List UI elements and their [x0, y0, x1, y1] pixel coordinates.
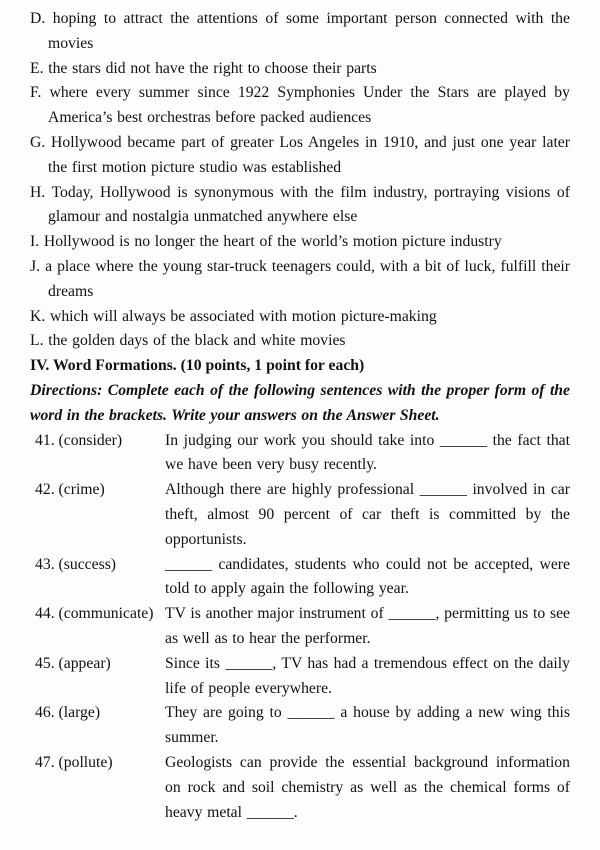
- option-item-k: [30, 305, 570, 330]
- option-text: which will always be associated with motion picture-making: [49, 307, 437, 325]
- word-formation-item-41: [30, 429, 570, 479]
- word-formation-item-47: [30, 751, 570, 825]
- item-number: 45.: [35, 654, 55, 672]
- option-letter: H.: [30, 183, 46, 201]
- item-number: 41.: [35, 431, 55, 449]
- option-text: Today, Hollywood is synonymous with the film industry, portraying visions of glamour and nostalgia unmatched anywhere else: [48, 183, 570, 226]
- option-item-j: [30, 255, 570, 305]
- option-letter: F.: [30, 84, 42, 102]
- item-sentence: Although there are highly professional ______ involved in car theft, almost 90 percent of car theft is committed by the opportunists.: [165, 481, 570, 548]
- word-formation-item-45: [30, 652, 570, 702]
- item-sentence: ______ candidates, students who could not be accepted, were told to apply again the following year.: [165, 555, 570, 598]
- option-text: where every summer since 1922 Symphonies Under the Stars are played by America’s best orchestras before packed audiences: [48, 84, 570, 127]
- item-sentence: In judging our work you should take into ______ the fact that we have been very busy recently.: [165, 431, 570, 474]
- item-bracket-word: (appear): [58, 654, 111, 672]
- item-bracket-word: (success): [58, 555, 117, 573]
- option-item-l: [30, 329, 570, 354]
- item-number: 44.: [35, 605, 55, 623]
- option-letter: J.: [30, 257, 41, 275]
- item-number: 43.: [35, 555, 55, 573]
- item-sentence: They are going to ______ a house by adding a new wing this summer.: [165, 704, 570, 747]
- item-bracket-word: (consider): [58, 431, 123, 449]
- option-item-g: [30, 131, 570, 181]
- option-letter: E.: [30, 59, 44, 77]
- option-letter: K.: [30, 307, 46, 325]
- option-text: Hollywood became part of greater Los Angeles in 1910, and just one year later the first motion picture studio was established: [48, 133, 570, 176]
- item-label: [30, 701, 165, 726]
- option-text: the golden days of the black and white movies: [48, 332, 346, 350]
- word-formation-item-42: [30, 478, 570, 552]
- option-item-i: [30, 230, 570, 255]
- option-text: Hollywood is no longer the heart of the world’s motion picture industry: [43, 233, 502, 251]
- item-label: [30, 751, 165, 776]
- option-letter: I.: [30, 233, 40, 251]
- item-sentence: Geologists can provide the essential background information on rock and soil chemistry as well as the chemical forms of heavy metal ______.: [165, 753, 570, 821]
- item-label: [30, 553, 165, 578]
- section-heading-word-formations: IV. Word Formations. (10 points, 1 point for each): [30, 357, 365, 375]
- option-letter: G.: [30, 133, 46, 151]
- item-label: [30, 478, 165, 503]
- option-item-e: [30, 57, 570, 82]
- directions-text: Directions: Complete each of the following sentences with the proper form of the word in the brackets. Write your answers on the Answer Sheet.: [30, 381, 570, 424]
- word-formation-item-46: [30, 701, 570, 751]
- option-item-f: [30, 81, 570, 131]
- option-item-h: [30, 181, 570, 231]
- item-sentence: Since its ______, TV has had a tremendous effect on the daily life of people everywhere.: [165, 654, 570, 697]
- item-bracket-word: (pollute): [58, 753, 113, 771]
- option-text: a place where the young star-truck teenagers could, with a bit of luck, fulfill their dreams: [45, 257, 570, 300]
- option-letter: L.: [30, 332, 44, 350]
- word-formation-item-43: [30, 553, 570, 603]
- word-formation-item-44: [30, 602, 570, 652]
- item-sentence: TV is another major instrument of ______, permitting us to see as well as to hear the performer.: [165, 605, 570, 647]
- item-bracket-word: (large): [58, 704, 101, 722]
- item-number: 46.: [35, 704, 55, 722]
- item-bracket-word: (communicate): [58, 605, 154, 623]
- item-label: [30, 429, 165, 454]
- item-number: 42.: [35, 481, 55, 499]
- item-bracket-word: (crime): [58, 481, 105, 499]
- option-item-d: [30, 7, 570, 57]
- item-label: [30, 652, 165, 677]
- option-letter: D.: [30, 10, 46, 27]
- option-text: the stars did not have the right to choose their parts: [48, 59, 377, 77]
- item-number: 47.: [35, 753, 55, 771]
- option-text: hoping to attract the attentions of some important person connected with the movies: [48, 10, 570, 52]
- item-label: [30, 602, 165, 627]
